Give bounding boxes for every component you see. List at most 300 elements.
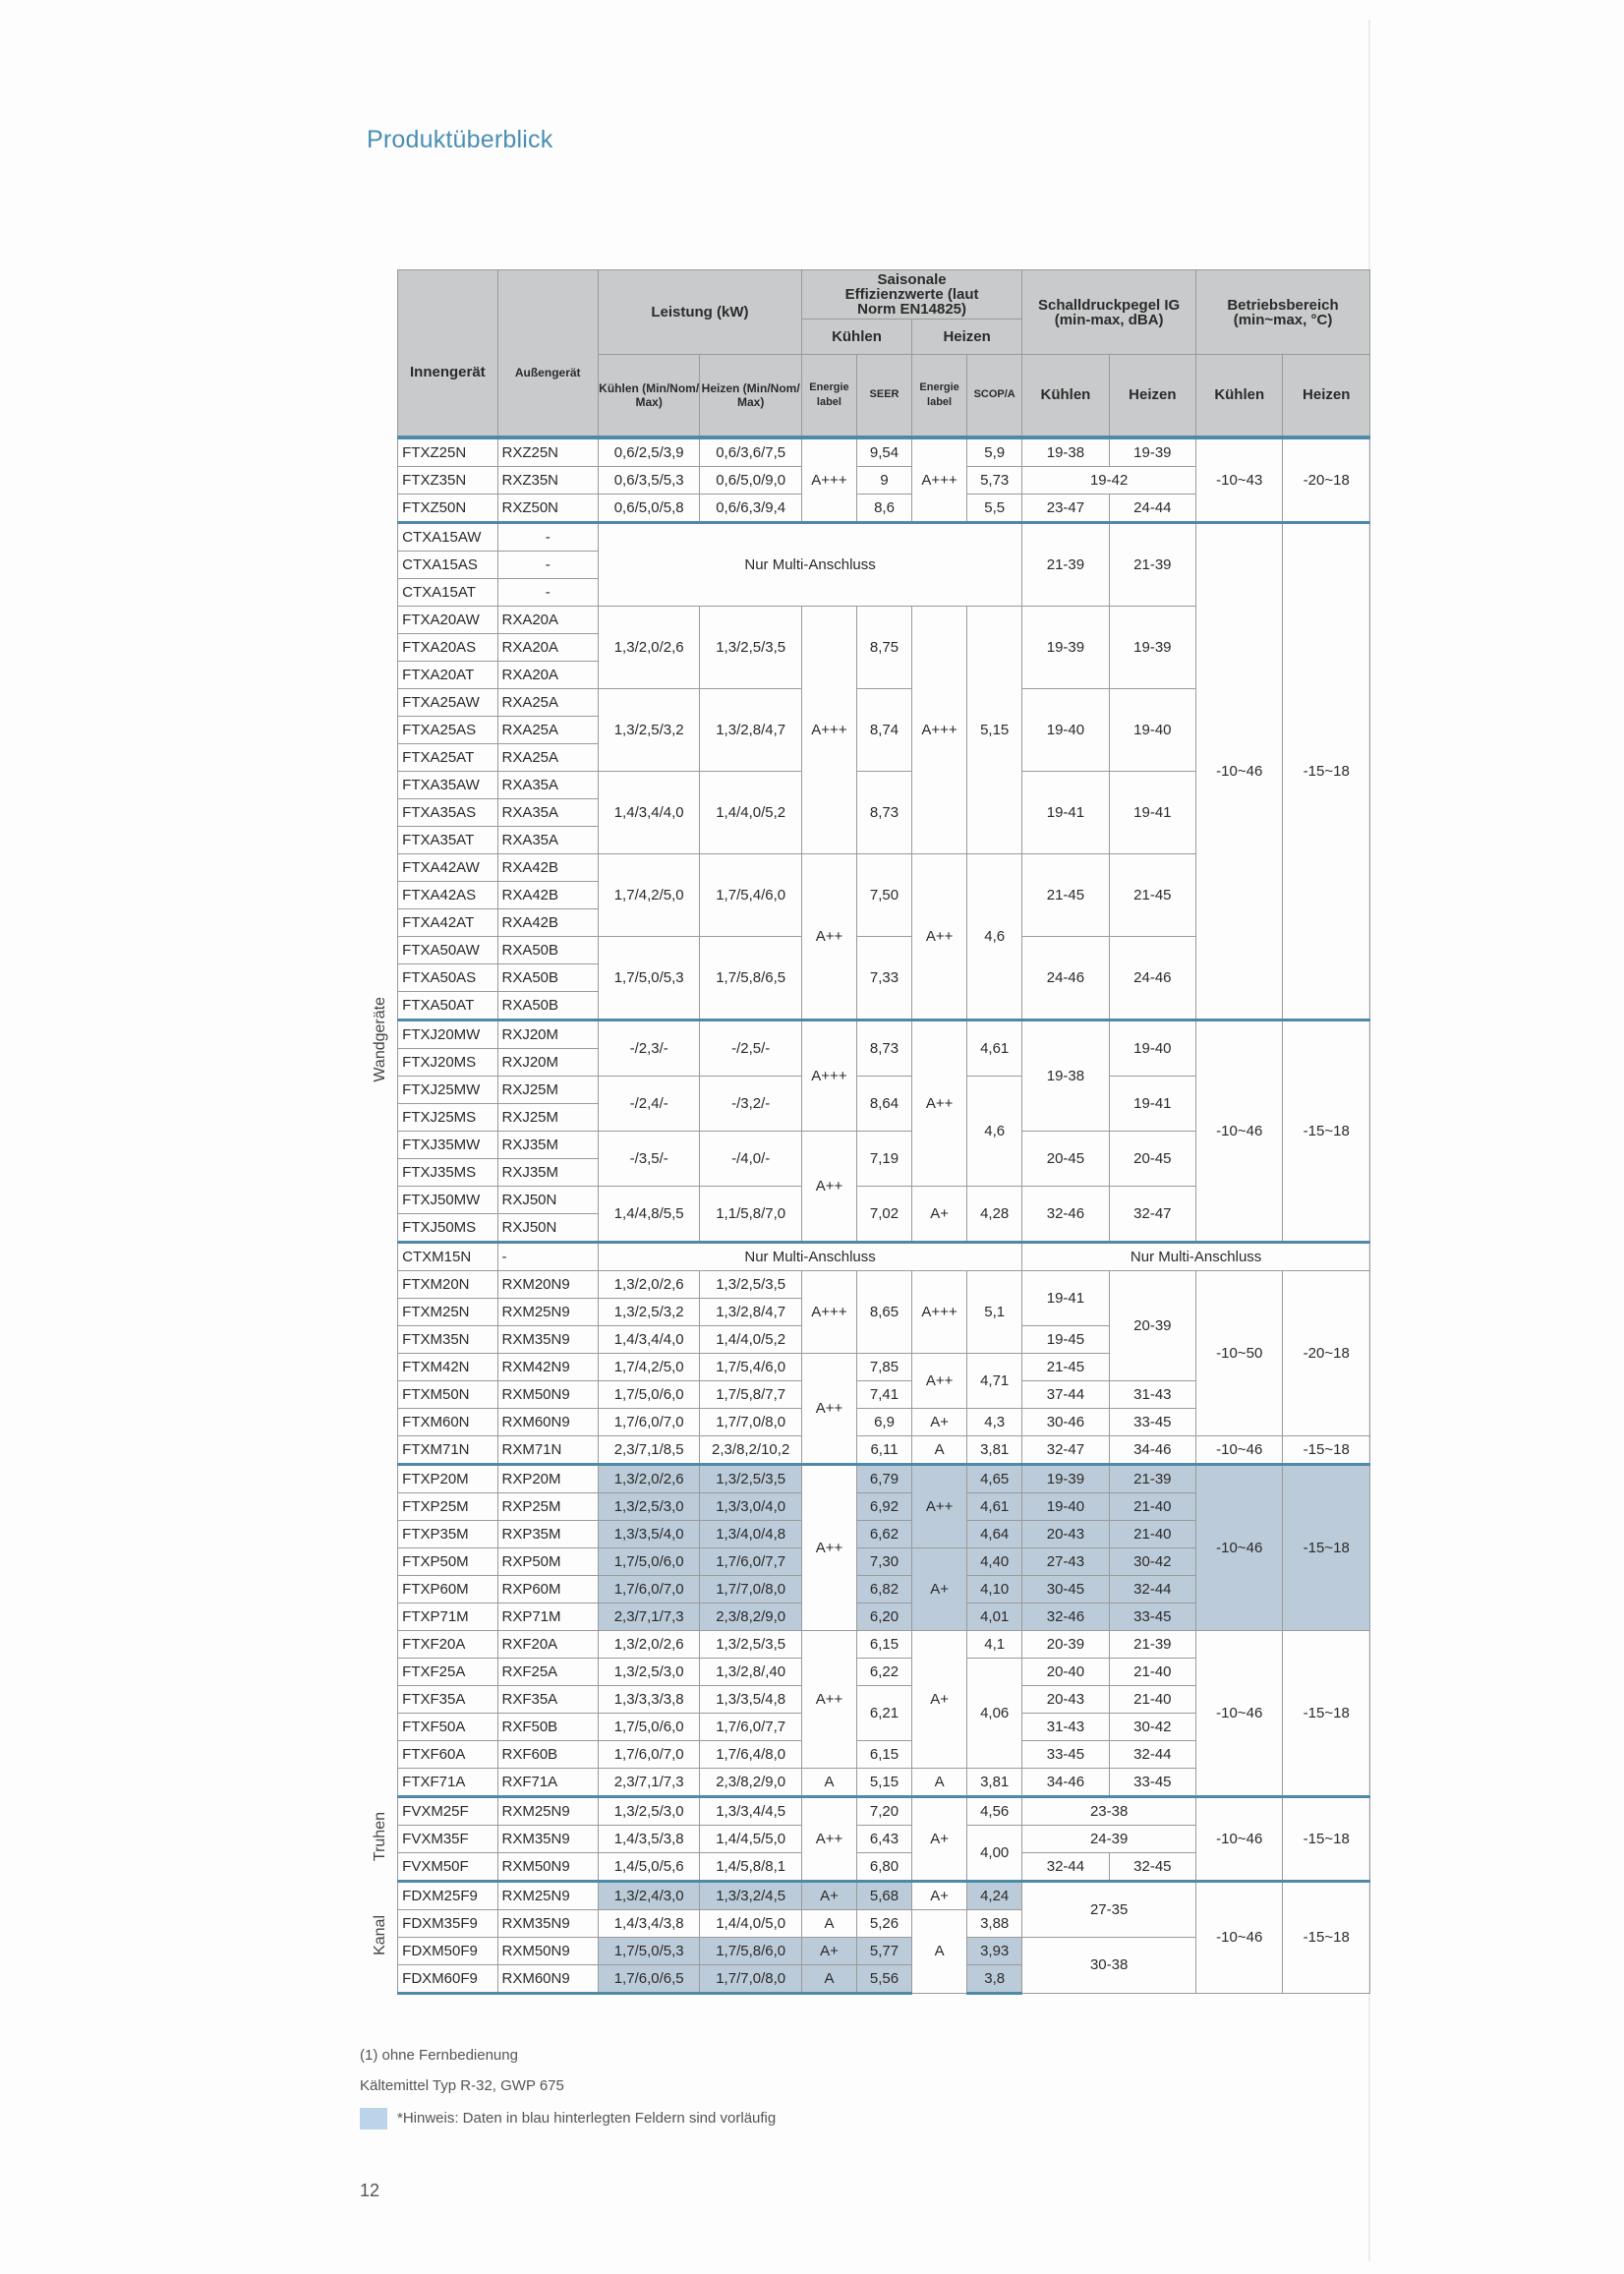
innengeraet-cell: FTXM20N	[398, 1270, 497, 1298]
energielabel-kuehlen-cell: A+	[801, 1881, 856, 1909]
innengeraet-cell: CTXA15AW	[398, 522, 497, 551]
group-label-text: Wandgeräte	[371, 997, 388, 1082]
table-row	[362, 1881, 1370, 1909]
innengeraet-cell: FTXA20AT	[398, 661, 497, 688]
schall-heizen-cell: 20-45	[1109, 1131, 1195, 1186]
leistung-kuehlen-cell: 1,3/2,5/3,0	[598, 1796, 700, 1825]
scop-cell: 4,01	[967, 1603, 1022, 1630]
schall-kuehlen-cell: 32-46	[1022, 1186, 1109, 1242]
betrieb-kuehlen-cell: -10~46	[1196, 1435, 1283, 1464]
betrieb-kuehlen-cell: -10~50	[1196, 1270, 1283, 1435]
aussengeraet-cell: RXP50M	[497, 1547, 598, 1575]
seer-cell: 6,20	[856, 1603, 911, 1630]
scop-cell: 3,81	[967, 1435, 1022, 1464]
schall-cell: 24-39	[1022, 1825, 1196, 1852]
innengeraet-cell: FTXA35AT	[398, 826, 497, 853]
energielabel-kuehlen-cell: A+++	[801, 606, 856, 853]
aussengeraet-cell: RXA35A	[497, 771, 598, 798]
leistung-kuehlen-cell: 0,6/2,5/3,9	[598, 437, 700, 467]
innengeraet-cell: FTXZ35N	[398, 466, 497, 494]
aussengeraet-cell: RXM71N	[497, 1435, 598, 1464]
schall-heizen-cell: 19-41	[1109, 771, 1195, 853]
leistung-kuehlen-cell: 0,6/5,0/5,8	[598, 494, 700, 522]
innengeraet-cell: FTXF35A	[398, 1685, 497, 1713]
footnote-remote: (1) ohne Fernbedienung	[360, 2047, 518, 2064]
leistung-kuehlen-cell: -/3,5/-	[598, 1131, 700, 1186]
leistung-kuehlen-cell: 1,3/2,5/3,2	[598, 688, 700, 771]
aussengeraet-cell: RXF20A	[497, 1630, 598, 1658]
leistung-kuehlen-cell: 1,7/6,0/6,5	[598, 1964, 700, 1993]
seer-cell: 6,9	[856, 1408, 911, 1435]
leistung-kuehlen-cell: 1,3/3,5/4,0	[598, 1520, 700, 1547]
leistung-heizen-cell: 0,6/5,0/9,0	[700, 466, 802, 494]
schall-kuehlen-cell: 37-44	[1022, 1380, 1109, 1408]
header-energielabel-heizen: Energie label	[912, 355, 967, 437]
schall-heizen-cell: 33-45	[1109, 1768, 1195, 1796]
innengeraet-cell: FTXJ35MS	[398, 1158, 497, 1186]
leistung-heizen-cell: 1,7/5,8/6,0	[700, 1937, 802, 1964]
scop-cell: 4,61	[967, 1020, 1022, 1076]
schall-kuehlen-cell: 21-39	[1022, 522, 1109, 606]
leistung-heizen-cell: 1,7/7,0/8,0	[700, 1575, 802, 1603]
seer-cell: 6,80	[856, 1852, 911, 1881]
header-seer: SEER	[856, 355, 911, 437]
leistung-heizen-cell: 2,3/8,2/9,0	[700, 1603, 802, 1630]
innengeraet-cell: FDXM60F9	[398, 1964, 497, 1993]
schall-kuehlen-cell: 31-43	[1022, 1713, 1109, 1740]
table-row	[362, 1435, 1370, 1464]
betrieb-heizen-cell: -15~18	[1283, 1020, 1370, 1242]
aussengeraet-cell: RXM50N9	[497, 1937, 598, 1964]
energielabel-heizen-cell: A+++	[912, 606, 967, 853]
innengeraet-cell: FTXF20A	[398, 1630, 497, 1658]
betrieb-heizen-cell: -15~18	[1283, 1881, 1370, 1993]
leistung-kuehlen-cell: 1,3/2,5/3,0	[598, 1492, 700, 1520]
energielabel-kuehlen-cell: A+++	[801, 437, 856, 523]
seer-cell: 9	[856, 466, 911, 494]
energielabel-heizen-cell: A+	[912, 1630, 967, 1768]
seer-cell: 6,15	[856, 1630, 911, 1658]
innengeraet-cell: CTXA15AT	[398, 578, 497, 606]
innengeraet-cell: FTXZ50N	[398, 494, 497, 522]
header-leistung-heizen: Heizen (Min/Nom/ Max)	[700, 355, 802, 437]
seer-cell: 5,56	[856, 1964, 911, 1993]
aussengeraet-cell: RXA35A	[497, 826, 598, 853]
leistung-heizen-cell: 1,7/6,0/7,7	[700, 1547, 802, 1575]
leistung-kuehlen-cell: 2,3/7,1/7,3	[598, 1603, 700, 1630]
betrieb-kuehlen-cell: -10~46	[1196, 1020, 1283, 1242]
seer-cell: 7,41	[856, 1380, 911, 1408]
schall-kuehlen-cell: 32-44	[1022, 1852, 1109, 1881]
innengeraet-cell: CTXM15N	[398, 1242, 497, 1270]
scop-cell: 4,06	[967, 1658, 1022, 1768]
schall-heizen-cell: 31-43	[1109, 1380, 1195, 1408]
betrieb-kuehlen-cell: -10~46	[1196, 522, 1283, 1020]
schall-heizen-cell: 21-39	[1109, 1464, 1195, 1492]
betrieb-kuehlen-cell: -10~46	[1196, 1881, 1283, 1993]
leistung-kuehlen-cell: 0,6/3,5/5,3	[598, 466, 700, 494]
aussengeraet-cell: RXA25A	[497, 716, 598, 743]
innengeraet-cell: FTXJ25MW	[398, 1076, 497, 1103]
energielabel-heizen-cell: A+	[912, 1186, 967, 1242]
aussengeraet-cell: RXA25A	[497, 688, 598, 716]
scop-cell: 3,93	[967, 1937, 1022, 1964]
seer-cell: 8,73	[856, 771, 911, 853]
innengeraet-cell: FTXP20M	[398, 1464, 497, 1492]
schall-heizen-cell: 21-40	[1109, 1492, 1195, 1520]
leistung-heizen-cell: -/2,5/-	[700, 1020, 802, 1076]
seer-cell: 7,50	[856, 853, 911, 936]
innengeraet-cell: FVXM35F	[398, 1825, 497, 1852]
schall-heizen-cell: 33-45	[1109, 1408, 1195, 1435]
aussengeraet-cell: RXJ25M	[497, 1076, 598, 1103]
seer-cell: 7,19	[856, 1131, 911, 1186]
footnotes	[360, 2047, 776, 2143]
energielabel-heizen-cell: A+	[912, 1796, 967, 1881]
aussengeraet-cell: RXP20M	[497, 1464, 598, 1492]
seer-cell: 5,68	[856, 1881, 911, 1909]
innengeraet-cell: FTXJ50MW	[398, 1186, 497, 1213]
leistung-heizen-cell: 0,6/3,6/7,5	[700, 437, 802, 467]
leistung-heizen-cell: 1,7/5,8/6,5	[700, 936, 802, 1020]
aussengeraet-cell: RXM25N9	[497, 1796, 598, 1825]
aussengeraet-cell: RXZ25N	[497, 437, 598, 467]
leistung-heizen-cell: 1,3/2,8/4,7	[700, 688, 802, 771]
innengeraet-cell: FTXZ25N	[398, 437, 497, 467]
seer-cell: 8,74	[856, 688, 911, 771]
energielabel-heizen-cell: A++	[912, 853, 967, 1020]
scop-cell: 5,73	[967, 466, 1022, 494]
header-innengeraet: Innengerät	[398, 270, 497, 437]
aussengeraet-cell: RXZ50N	[497, 494, 598, 522]
leistung-heizen-cell: 1,4/4,0/5,2	[700, 1325, 802, 1353]
innengeraet-cell: FTXP60M	[398, 1575, 497, 1603]
energielabel-heizen-cell: A+	[912, 1408, 967, 1435]
innengeraet-cell: FTXM35N	[398, 1325, 497, 1353]
aussengeraet-cell: -	[497, 1242, 598, 1270]
header-energielabel-kuehlen: Energie label	[801, 355, 856, 437]
leistung-heizen-cell: 1,7/6,4/8,0	[700, 1740, 802, 1768]
leistung-kuehlen-cell: 1,4/3,4/3,8	[598, 1909, 700, 1937]
leistung-kuehlen-cell: 1,3/2,0/2,6	[598, 606, 700, 688]
schall-heizen-cell: 34-46	[1109, 1435, 1195, 1464]
header-leistung: Leistung (kW)	[598, 270, 801, 355]
schall-kuehlen-cell: 24-46	[1022, 936, 1109, 1020]
schall-heizen-cell: 19-40	[1109, 688, 1195, 771]
seer-cell: 8,6	[856, 494, 911, 522]
group-label-kanal	[362, 1881, 398, 1993]
legend-swatch	[360, 2108, 387, 2129]
innengeraet-cell: FTXP71M	[398, 1603, 497, 1630]
scop-cell: 4,56	[967, 1796, 1022, 1825]
schall-kuehlen-cell: 19-39	[1022, 1464, 1109, 1492]
aussengeraet-cell: RXM35N9	[497, 1825, 598, 1852]
seer-cell: 6,43	[856, 1825, 911, 1852]
innengeraet-cell: FTXA25AT	[398, 743, 497, 771]
leistung-kuehlen-cell: 1,7/5,0/6,0	[598, 1380, 700, 1408]
aussengeraet-cell: RXJ25M	[497, 1103, 598, 1131]
betrieb-heizen-cell: -20~18	[1283, 437, 1370, 523]
aussengeraet-cell: RXM20N9	[497, 1270, 598, 1298]
leistung-heizen-cell: 1,3/3,2/4,5	[700, 1881, 802, 1909]
energielabel-kuehlen-cell: A	[801, 1964, 856, 1993]
leistung-kuehlen-cell: 1,4/3,4/4,0	[598, 771, 700, 853]
betrieb-kuehlen-cell: -10~46	[1196, 1464, 1283, 1630]
schall-kuehlen-cell: 19-45	[1022, 1325, 1109, 1353]
schall-kuehlen-cell: 19-39	[1022, 606, 1109, 688]
aussengeraet-cell: RXF60B	[497, 1740, 598, 1768]
leistung-heizen-cell: -/3,2/-	[700, 1076, 802, 1131]
energielabel-kuehlen-cell: A	[801, 1909, 856, 1937]
aussengeraet-cell: -	[497, 578, 598, 606]
schall-heizen-cell: 30-42	[1109, 1547, 1195, 1575]
footnote-refrigerant: Kältemittel Typ R-32, GWP 675	[360, 2077, 564, 2094]
header-schall-heizen: Heizen	[1109, 355, 1195, 437]
header-saisonale: Saisonale Effizienzwerte (laut Norm EN14825)	[801, 270, 1021, 320]
header-saison-kuehlen: Kühlen	[801, 320, 911, 355]
schall-kuehlen-cell: 30-46	[1022, 1408, 1109, 1435]
schall-kuehlen-cell: 23-47	[1022, 494, 1109, 522]
energielabel-kuehlen-cell: A++	[801, 853, 856, 1020]
schall-kuehlen-cell: 33-45	[1022, 1740, 1109, 1768]
seer-cell: 9,54	[856, 437, 911, 467]
energielabel-heizen-cell: A++	[912, 1353, 967, 1408]
leistung-heizen-cell: 1,3/2,8/,40	[700, 1658, 802, 1685]
innengeraet-cell: FTXA25AW	[398, 688, 497, 716]
header-scop: SCOP/A	[967, 355, 1022, 437]
aussengeraet-cell: RXJ50N	[497, 1213, 598, 1242]
energielabel-kuehlen-cell: A++	[801, 1464, 856, 1630]
header-schall-kuehlen: Kühlen	[1022, 355, 1109, 437]
energielabel-heizen-cell: A	[912, 1435, 967, 1464]
innengeraet-cell: FTXA50AW	[398, 936, 497, 963]
schall-cell: 19-42	[1022, 466, 1196, 494]
scop-cell: 4,24	[967, 1881, 1022, 1909]
aussengeraet-cell: RXP60M	[497, 1575, 598, 1603]
header-betrieb-heizen: Heizen	[1283, 355, 1370, 437]
seer-cell: 5,15	[856, 1768, 911, 1796]
schall-heizen-cell: 32-45	[1109, 1852, 1195, 1881]
innengeraet-cell: FTXA25AS	[398, 716, 497, 743]
scop-cell: 4,1	[967, 1630, 1022, 1658]
table-row	[362, 1464, 1370, 1492]
schall-kuehlen-cell: 19-38	[1022, 1020, 1109, 1131]
innengeraet-cell: FTXA42AS	[398, 881, 497, 908]
energielabel-kuehlen-cell: A++	[801, 1353, 856, 1464]
betrieb-heizen-cell: -15~18	[1283, 1464, 1370, 1630]
energielabel-heizen-cell: A+	[912, 1547, 967, 1630]
leistung-heizen-cell: 1,3/3,0/4,0	[700, 1492, 802, 1520]
leistung-kuehlen-cell: 1,4/3,5/3,8	[598, 1825, 700, 1852]
multi-anschluss-cell: Nur Multi-Anschluss	[598, 1242, 1021, 1270]
leistung-heizen-cell: 1,3/2,5/3,5	[700, 1630, 802, 1658]
leistung-heizen-cell: 1,4/4,5/5,0	[700, 1825, 802, 1852]
product-overview-table	[362, 269, 1370, 1995]
innengeraet-cell: FTXA35AW	[398, 771, 497, 798]
seer-cell: 7,85	[856, 1353, 911, 1380]
schall-cell: 23-38	[1022, 1796, 1196, 1825]
aussengeraet-cell: RXM35N9	[497, 1325, 598, 1353]
multi-anschluss-cell: Nur Multi-Anschluss	[598, 522, 1021, 606]
energielabel-heizen-cell: A++	[912, 1020, 967, 1186]
innengeraet-cell: FDXM35F9	[398, 1909, 497, 1937]
aussengeraet-cell: RXA42B	[497, 908, 598, 936]
innengeraet-cell: FTXJ25MS	[398, 1103, 497, 1131]
leistung-heizen-cell: 1,7/5,4/6,0	[700, 1353, 802, 1380]
legend-text: *Hinweis: Daten in blau hinterlegten Feldern sind vorläufig	[397, 2109, 777, 2127]
seer-cell: 6,21	[856, 1685, 911, 1740]
leistung-kuehlen-cell: 1,7/5,0/6,0	[598, 1547, 700, 1575]
leistung-heizen-cell: 1,7/5,4/6,0	[700, 853, 802, 936]
innengeraet-cell: FTXM71N	[398, 1435, 497, 1464]
leistung-heizen-cell: 2,3/8,2/9,0	[700, 1768, 802, 1796]
table-row	[362, 522, 1370, 551]
seer-cell: 6,92	[856, 1492, 911, 1520]
betrieb-kuehlen-cell: -10~46	[1196, 1630, 1283, 1796]
scop-cell: 5,5	[967, 494, 1022, 522]
aussengeraet-cell: RXA50B	[497, 963, 598, 991]
header-betrieb: Betriebsbereich (min~max, °C)	[1196, 270, 1370, 355]
leistung-heizen-cell: 1,3/4,0/4,8	[700, 1520, 802, 1547]
leistung-heizen-cell: 1,7/7,0/8,0	[700, 1964, 802, 1993]
scop-cell: 4,6	[967, 1076, 1022, 1186]
betrieb-heizen-cell: -15~18	[1283, 1630, 1370, 1796]
schall-kuehlen-cell: 20-39	[1022, 1630, 1109, 1658]
table-row	[362, 1242, 1370, 1270]
scop-cell: 4,3	[967, 1408, 1022, 1435]
innengeraet-cell: FDXM50F9	[398, 1937, 497, 1964]
aussengeraet-cell: RXZ35N	[497, 466, 598, 494]
schall-cell: 27-35	[1022, 1881, 1196, 1937]
schall-kuehlen-cell: 32-46	[1022, 1603, 1109, 1630]
group-label-text: Kanal	[371, 1915, 388, 1955]
aussengeraet-cell: RXA50B	[497, 991, 598, 1020]
leistung-kuehlen-cell: 1,4/3,4/4,0	[598, 1325, 700, 1353]
schall-kuehlen-cell: 20-40	[1022, 1658, 1109, 1685]
seer-cell: 8,64	[856, 1076, 911, 1131]
innengeraet-cell: CTXA15AS	[398, 551, 497, 578]
seer-cell: 6,22	[856, 1658, 911, 1685]
seer-cell: 7,20	[856, 1796, 911, 1825]
header-saison-heizen: Heizen	[912, 320, 1022, 355]
leistung-kuehlen-cell: -/2,3/-	[598, 1020, 700, 1076]
schall-heizen-cell: 21-40	[1109, 1520, 1195, 1547]
leistung-heizen-cell: 1,3/2,5/3,5	[700, 1464, 802, 1492]
betrieb-heizen-cell: -15~18	[1283, 1796, 1370, 1881]
leistung-heizen-cell: 2,3/8,2/10,2	[700, 1435, 802, 1464]
energielabel-kuehlen-cell: A++	[801, 1796, 856, 1881]
page-title: Produktüberblick	[367, 126, 553, 153]
energielabel-heizen-cell: A++	[912, 1464, 967, 1547]
innengeraet-cell: FVXM25F	[398, 1796, 497, 1825]
energielabel-kuehlen-cell: A++	[801, 1630, 856, 1768]
aussengeraet-cell: RXF35A	[497, 1685, 598, 1713]
seer-cell: 6,11	[856, 1435, 911, 1464]
scop-cell: 4,40	[967, 1547, 1022, 1575]
leistung-heizen-cell: 1,3/3,5/4,8	[700, 1685, 802, 1713]
schall-kuehlen-cell: 27-43	[1022, 1547, 1109, 1575]
aussengeraet-cell: RXM25N9	[497, 1298, 598, 1325]
page-number: 12	[360, 2181, 380, 2200]
seer-cell: 6,15	[856, 1740, 911, 1768]
schall-kuehlen-cell: 21-45	[1022, 1353, 1109, 1380]
innengeraet-cell: FTXM25N	[398, 1298, 497, 1325]
seer-cell: 6,62	[856, 1520, 911, 1547]
leistung-kuehlen-cell: 1,7/6,0/7,0	[598, 1740, 700, 1768]
leistung-heizen-cell: 1,7/5,8/7,7	[700, 1380, 802, 1408]
seer-cell: 8,75	[856, 606, 911, 688]
leistung-kuehlen-cell: 1,7/4,2/5,0	[598, 853, 700, 936]
aussengeraet-cell: RXA20A	[497, 606, 598, 633]
scop-cell: 4,71	[967, 1353, 1022, 1408]
schall-heizen-cell: 21-45	[1109, 853, 1195, 936]
aussengeraet-cell: RXP71M	[497, 1603, 598, 1630]
aussengeraet-cell: RXA50B	[497, 936, 598, 963]
header-aussengeraet: Außengerät	[497, 270, 598, 437]
scop-cell: 5,1	[967, 1270, 1022, 1353]
energielabel-heizen-cell: A+++	[912, 437, 967, 523]
innengeraet-cell: FTXA35AS	[398, 798, 497, 826]
schall-heizen-cell: 20-39	[1109, 1270, 1195, 1380]
group-label-truhen	[362, 1796, 398, 1881]
schall-kuehlen-cell: 20-45	[1022, 1131, 1109, 1186]
aussengeraet-cell: RXJ35M	[497, 1131, 598, 1158]
seer-cell: 7,33	[856, 936, 911, 1020]
leistung-kuehlen-cell: 1,7/5,0/5,3	[598, 936, 700, 1020]
innengeraet-cell: FTXP35M	[398, 1520, 497, 1547]
schall-kuehlen-cell: 21-45	[1022, 853, 1109, 936]
leistung-kuehlen-cell: 1,7/4,2/5,0	[598, 1353, 700, 1380]
leistung-kuehlen-cell: 1,3/2,5/3,0	[598, 1658, 700, 1685]
leistung-kuehlen-cell: 1,3/2,4/3,0	[598, 1881, 700, 1909]
scop-cell: 4,28	[967, 1186, 1022, 1242]
leistung-kuehlen-cell: 1,7/6,0/7,0	[598, 1575, 700, 1603]
schall-heizen-cell: 32-47	[1109, 1186, 1195, 1242]
leistung-kuehlen-cell: 1,3/2,0/2,6	[598, 1630, 700, 1658]
scop-cell: 3,88	[967, 1909, 1022, 1937]
schall-kuehlen-cell: 19-41	[1022, 771, 1109, 853]
leistung-heizen-cell: 1,3/2,5/3,5	[700, 606, 802, 688]
innengeraet-cell: FTXM42N	[398, 1353, 497, 1380]
scop-cell: 4,10	[967, 1575, 1022, 1603]
seer-cell: 6,79	[856, 1464, 911, 1492]
leistung-kuehlen-cell: -/2,4/-	[598, 1076, 700, 1131]
scop-cell: 4,65	[967, 1464, 1022, 1492]
group-label-wandgeraete	[362, 522, 398, 1796]
schall-heizen-cell: 21-40	[1109, 1658, 1195, 1685]
aussengeraet-cell: RXA20A	[497, 661, 598, 688]
innengeraet-cell: FTXP50M	[398, 1547, 497, 1575]
scop-cell: 4,6	[967, 853, 1022, 1020]
schall-heizen-cell: 32-44	[1109, 1740, 1195, 1768]
betrieb-heizen-cell: -15~18	[1283, 1435, 1370, 1464]
innengeraet-cell: FTXJ20MS	[398, 1048, 497, 1076]
schall-heizen-cell: 21-39	[1109, 522, 1195, 606]
schall-heizen-cell: 32-44	[1109, 1575, 1195, 1603]
scop-cell: 3,8	[967, 1964, 1022, 1993]
legend-row	[360, 2108, 776, 2129]
leistung-kuehlen-cell: 2,3/7,1/8,5	[598, 1435, 700, 1464]
schall-heizen-cell: 19-41	[1109, 1076, 1195, 1131]
leistung-kuehlen-cell: 1,7/5,0/6,0	[598, 1713, 700, 1740]
aussengeraet-cell: RXM50N9	[497, 1852, 598, 1881]
scop-cell: 5,15	[967, 606, 1022, 853]
leistung-heizen-cell: 1,3/2,8/4,7	[700, 1298, 802, 1325]
table-row	[362, 1796, 1370, 1825]
leistung-heizen-cell: 1,3/2,5/3,5	[700, 1270, 802, 1298]
schall-heizen-cell: 33-45	[1109, 1603, 1195, 1630]
schall-heizen-cell: 21-40	[1109, 1685, 1195, 1713]
